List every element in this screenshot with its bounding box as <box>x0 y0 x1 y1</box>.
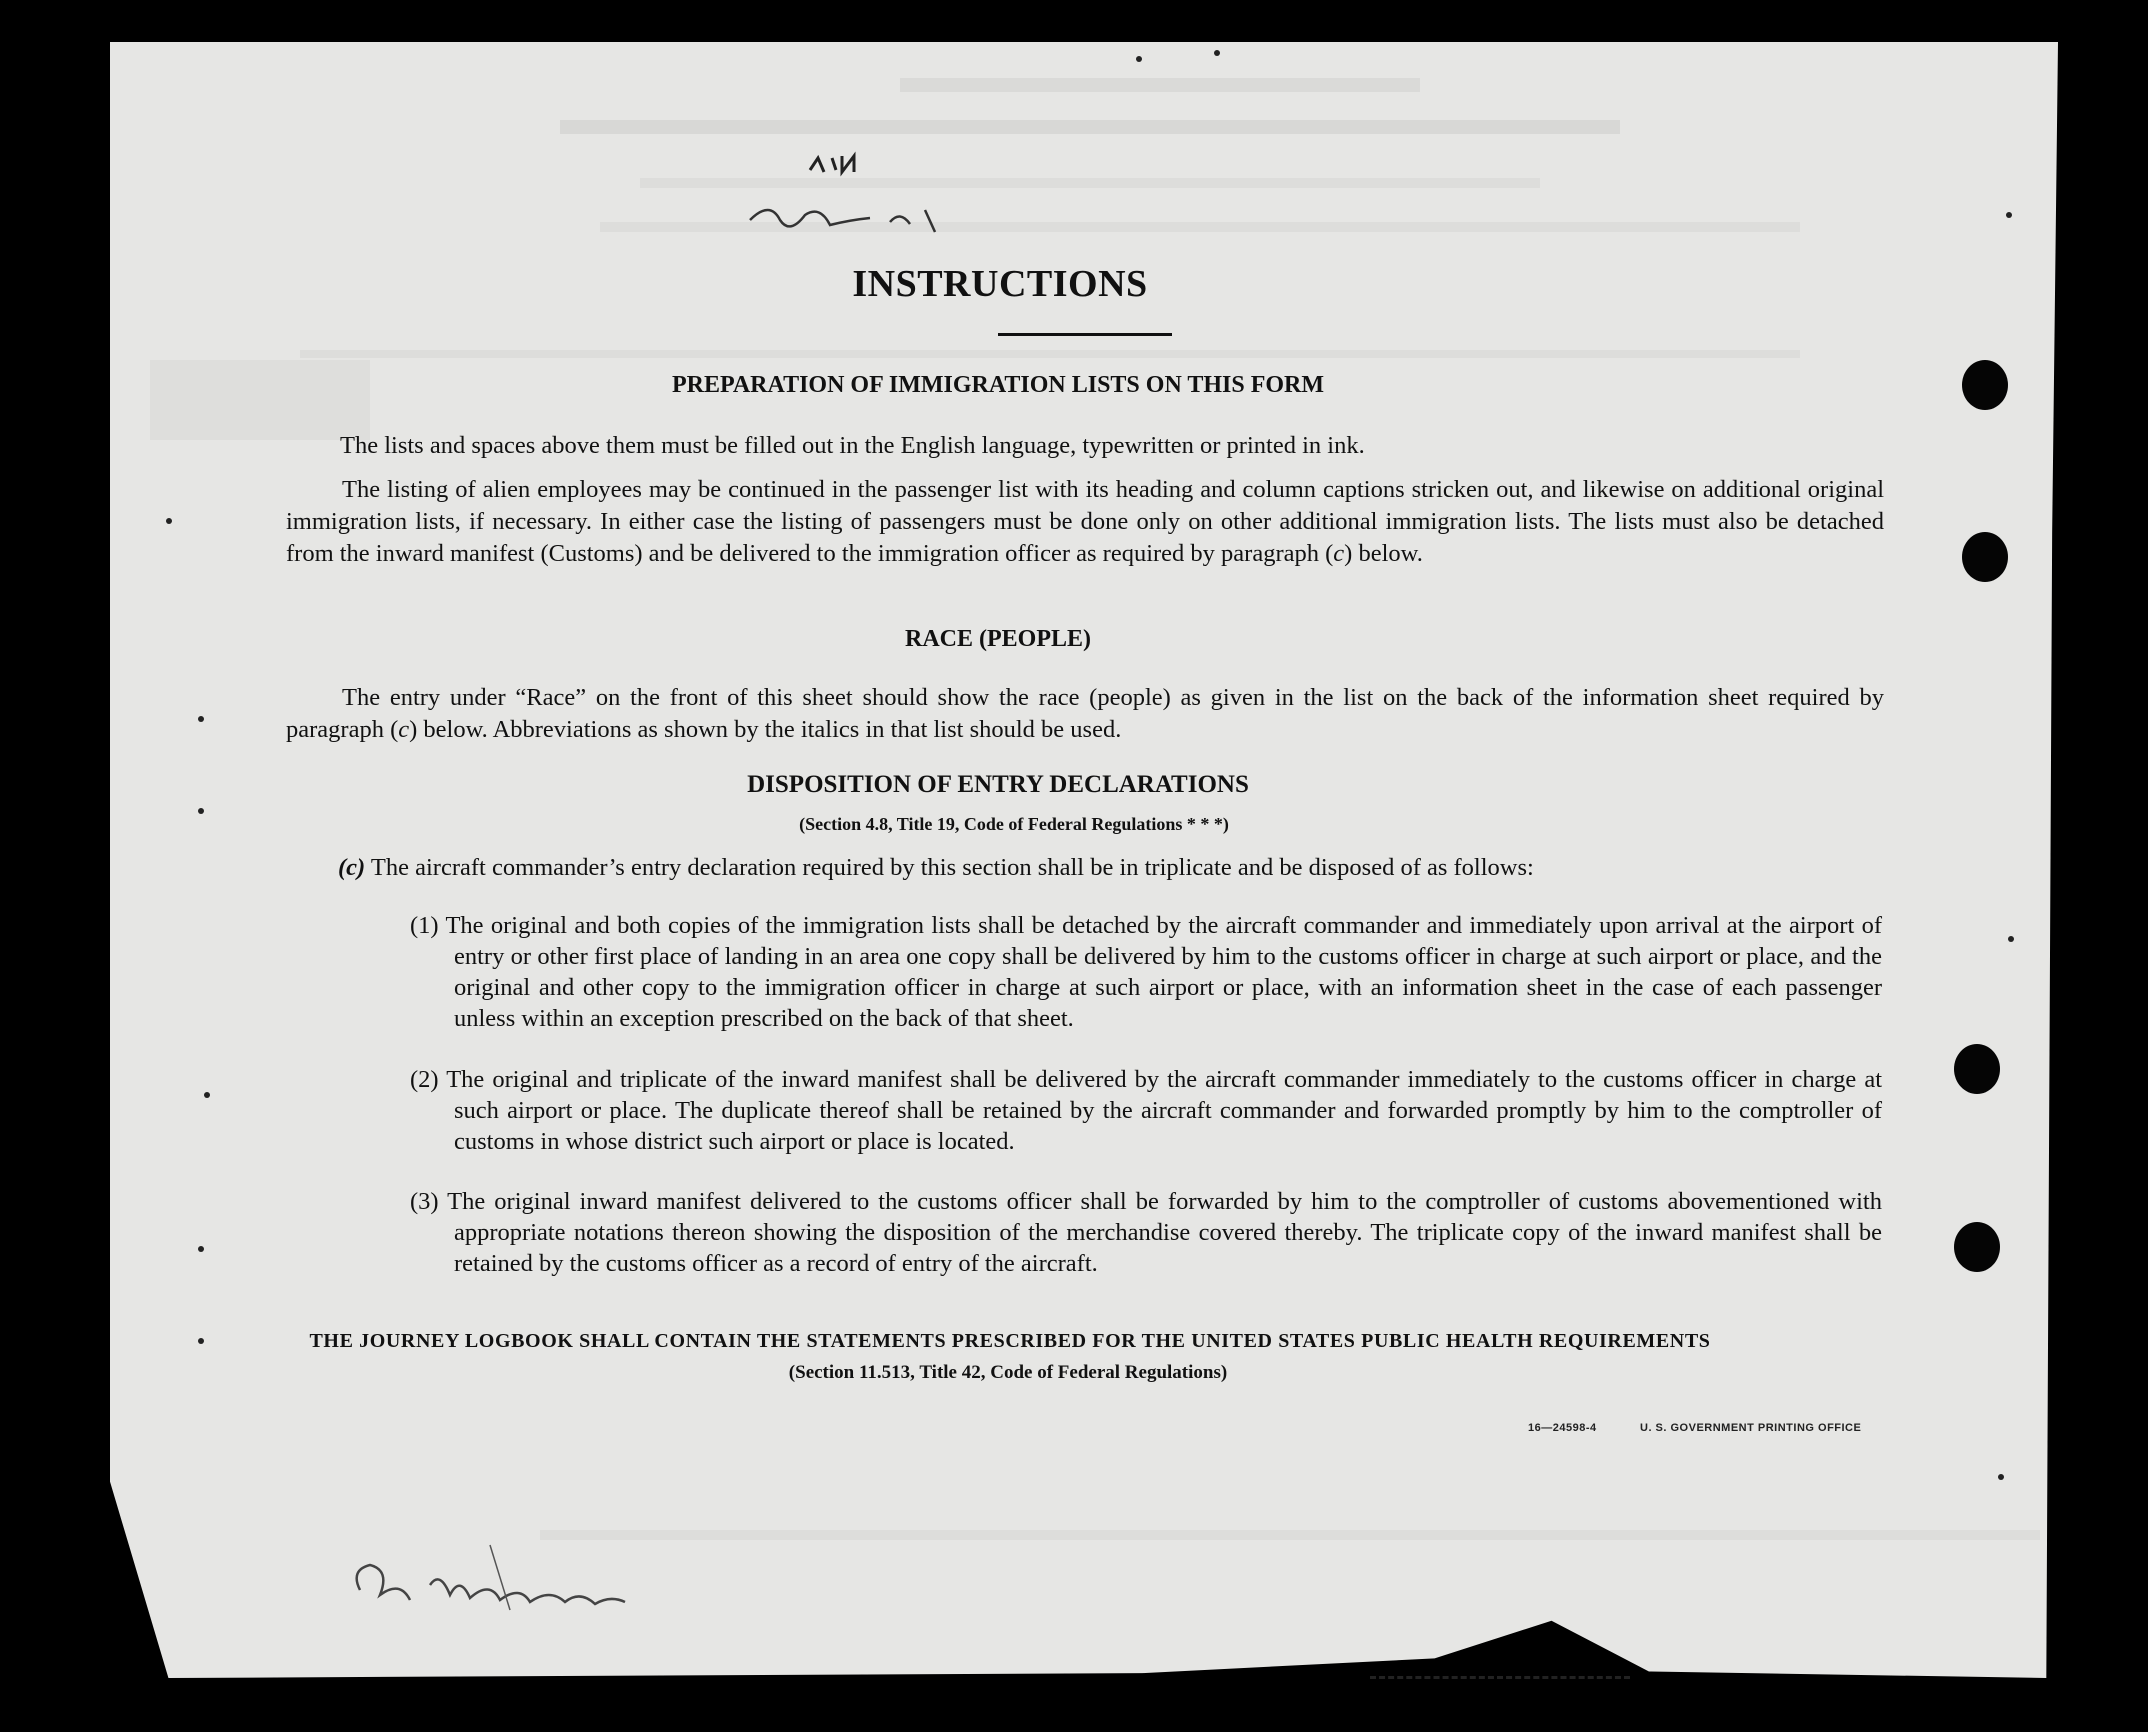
paragraph-race-ref-c: c <box>398 716 410 743</box>
perforation-line <box>1370 1676 1630 1679</box>
section-heading-disposition: DISPOSITION OF ENTRY DECLARATIONS <box>747 771 1249 798</box>
handwritten-signature <box>340 1540 700 1630</box>
binder-hole-2 <box>1962 532 2008 582</box>
speck <box>198 1246 204 1252</box>
disposition-intro-label: (c) <box>338 854 366 881</box>
paragraph-race-text-b: ) below. Abbreviations as shown by the italics in that list should be used. <box>409 716 1122 743</box>
item-2-number: (2) <box>410 1066 439 1093</box>
handwritten-annotation <box>740 150 1000 260</box>
footer-health-statement: THE JOURNEY LOGBOOK SHALL CONTAIN THE STATEMENTS PRESCRIBED FOR THE UNITED STATES PUBLIC HEALTH REQUIREMENTS <box>309 1330 1711 1352</box>
item-3-text: The original inward manifest delivered to the customs officer shall be forwarded by him to the comptroller of customs abovementioned with appropriate notations thereon showing the disposition of the merchandise covered thereby. The triplicate copy of the inward manifest shall be retained by the customs officer as a record of entry of the aircraft. <box>447 1188 1882 1277</box>
paragraph-alien-employees-text-a: The listing of alien employees may be continued in the passenger list with its heading and column captions stricken out, and likewise on additional original immigration lists, if necessary. In either case the listing of passengers must be done only on other additional immigration lists. The lists must also be detached from the inward manifest (Customs) and be delivered to the immigration officer as required by paragraph ( <box>286 476 1884 567</box>
speck <box>198 1338 204 1344</box>
speck <box>2008 936 2014 942</box>
title-underline <box>998 333 1172 336</box>
paragraph-alien-employees-text-b: ) below. <box>1344 540 1423 567</box>
paragraph-language-text: The lists and spaces above them must be filled out in the English language, typewritten or printed in ink. <box>340 432 1365 459</box>
speck <box>1136 56 1142 62</box>
footer-health-citation: (Section 11.513, Title 42, Code of Federal Regulations) <box>788 1362 1228 1383</box>
section-heading-preparation: PREPARATION OF IMMIGRATION LISTS ON THIS FORM <box>671 372 1325 398</box>
speck <box>198 808 204 814</box>
disposition-intro <box>338 852 1878 884</box>
paragraph-alien-employees <box>286 474 1884 570</box>
item-1-text: The original and both copies of the immigration lists shall be detached by the aircraft commander and immediately upon arrival at the airport of entry or other first place of landing in an area one copy shall be delivered by him to the customs officer in charge at such airport or place, and the original and other copy to the immigration officer in charge at such airport or place, with an information sheet in the case of each passenger unless within an exception prescribed on the back of that sheet. <box>445 912 1882 1032</box>
speck <box>198 716 204 722</box>
paragraph-race-text-a: The entry under “Race” on the front of this sheet should show the race (people) as given in the list on the back of the information sheet required by paragraph ( <box>286 684 1884 743</box>
paragraph-race <box>286 682 1884 746</box>
binder-hole-1 <box>1962 360 2008 410</box>
speck <box>1214 50 1220 56</box>
speck <box>204 1092 210 1098</box>
item-3-number: (3) <box>410 1188 439 1215</box>
section-heading-race: RACE (PEOPLE) <box>905 626 1091 652</box>
section-citation-title-19: (Section 4.8, Title 19, Code of Federal Regulations * * *) <box>799 814 1229 834</box>
disposition-item-3 <box>384 1186 1882 1279</box>
item-1-number: (1) <box>410 912 439 939</box>
printer-imprint: U. S. GOVERNMENT PRINTING OFFICE <box>1640 1422 1862 1434</box>
form-number: 16—24598-4 <box>1528 1422 1597 1434</box>
item-2-text: The original and triplicate of the inward manifest shall be delivered by the aircraft commander immediately to the customs officer in charge at such airport or place. The duplicate thereof shall be retained by the aircraft commander and forwarded promptly by him to the comptroller of customs in whose district such airport or place is located. <box>446 1066 1882 1155</box>
disposition-intro-text: The aircraft commander’s entry declaration required by this section shall be in triplicate and be disposed of as follows: <box>370 854 1534 881</box>
page-title: INSTRUCTIONS <box>852 263 1148 305</box>
speck <box>2006 212 2012 218</box>
paragraph-language <box>340 430 1880 462</box>
disposition-item-1 <box>384 910 1882 1034</box>
binder-hole-3 <box>1954 1044 2000 1094</box>
disposition-item-2 <box>384 1064 1882 1157</box>
paragraph-ref-c: c <box>1333 540 1345 567</box>
speck <box>1998 1474 2004 1480</box>
binder-hole-4 <box>1954 1222 2000 1272</box>
speck <box>166 518 172 524</box>
